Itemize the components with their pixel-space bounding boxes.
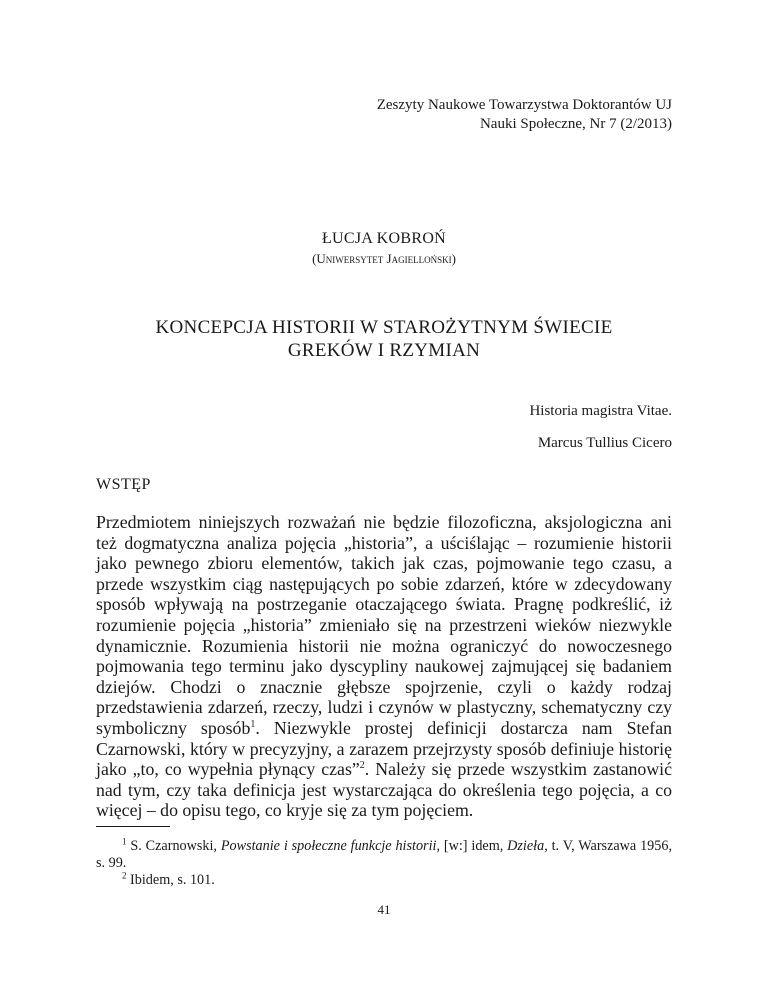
epigraph-author: Marcus Tullius Cicero: [537, 435, 672, 451]
body-text-part-2: . Niezwykle prostej definicji dostarcza nam Stefan Czarnowski, który w precyzyjny, a zarazem przejrzysty sposób definiuje historię jako „to, co wypełnia płynący czas”: [96, 717, 673, 780]
footnote-number: 1: [122, 836, 127, 847]
footnote-divider: [96, 826, 170, 827]
footnote-ref-2[interactable]: 2: [359, 760, 365, 772]
footnote-text: Ibidem, s. 101.: [126, 872, 215, 888]
footnote-text: , t. V, Warszawa 1956, s. 99.: [96, 838, 672, 871]
footnote-ref-1[interactable]: 1: [250, 719, 256, 731]
page-number: 41: [377, 902, 391, 917]
section-heading: WSTĘP: [96, 476, 151, 493]
epigraph-quote: Historia magistra Vitae.: [529, 403, 672, 419]
footnote-text: S. Czarnowski,: [126, 838, 221, 854]
journal-issue: Nauki Społeczne, Nr 7 (2/2013): [479, 116, 672, 132]
journal-name: Zeszyty Naukowe Towarzystwa Doktorantów UJ: [376, 97, 672, 113]
author-affiliation: (Uniwersytet Jagielloński): [312, 251, 456, 266]
epigraph: [529, 402, 672, 453]
body-text-part-1: Przedmiotem niniejszych rozważań nie będzie filozoficzna, aksjologiczna ani też dogmatyczna analiza pojęcia „historia”, a uściślając – rozumienie historii jako pewnego zbioru elementów, takich jak czas, pojmowanie tego czasu, a przede wszystkim ciąg następujących po sobie zdarzeń, które w zdecydowany sposób wpływają na postrzeganie otaczającego świata. Pragnę podkreślić, iż rozumienie pojęcia „historia” zmieniało się na przestrzeni wieków niezwykle dynamicznie. Rozumienia historii nie można ograniczyć do nowoczesnego pojmowania tego terminu jako dyscypliny naukowej zajmującej się badaniem dziejów. Chodzi o znacznie głębsze spojrzenie, czyli o każdy rodzaj przedstawienia zdarzeń, rzeczy, ludzi i czynów w plastyczny, schematyczny czy symboliczny sposób: [96, 512, 672, 738]
title-line-2: GREKÓW I RZYMIAN: [287, 340, 481, 361]
body-paragraph: [96, 512, 672, 821]
article-title: [0, 316, 768, 362]
footnote-number: 2: [122, 870, 127, 881]
author-name: ŁUCJA KOBROŃ: [321, 230, 447, 247]
footnotes: [96, 838, 672, 889]
author-block: [0, 228, 768, 268]
title-line-1: KONCEPCJA HISTORII W STAROŻYTNYM ŚWIECIE: [155, 317, 613, 338]
footnote-text: , [w:] idem,: [436, 838, 508, 854]
footnote-work-title: Powstanie i społeczne funkcje historii: [220, 838, 437, 854]
body-text-part-3: . Należy się przede wszystkim zastanowić nad tym, czy taka definicja jest wystarczająca do określenia tego pojęcia, a co więcej – do opisu tego, co kryje się za tym pojęciem.: [96, 759, 672, 821]
footnote-work-title: Dzieła: [507, 838, 545, 854]
journal-header: [377, 96, 672, 134]
footnote-2: [96, 872, 672, 889]
footnote-1: [96, 838, 672, 872]
